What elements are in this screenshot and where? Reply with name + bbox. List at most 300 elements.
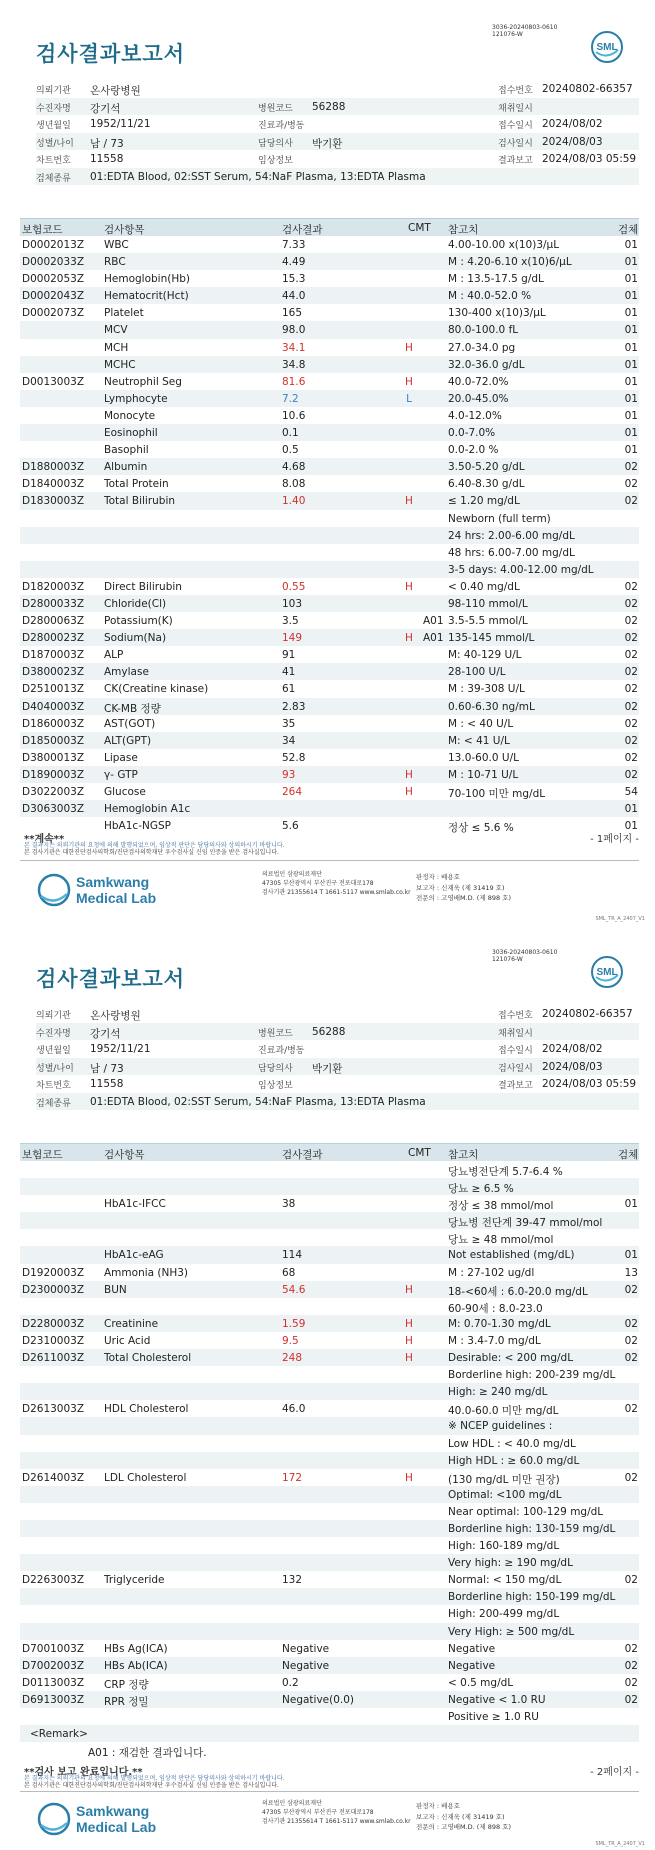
reference-range: 24 hrs: 2.00-6.00 mg/dL [448, 529, 575, 542]
reference-range: M : 40.0-52.0 % [448, 290, 532, 303]
reference-range: 6.40-8.30 g/dL [448, 478, 525, 491]
samkwang-logo-icon [34, 1797, 80, 1843]
table-row [20, 1657, 639, 1674]
column-header-cmt: CMT [408, 1147, 431, 1159]
dept-label: 진료과/병동 [258, 1046, 305, 1056]
sex-age-label: 성별/나이 [36, 138, 74, 149]
report-date-label: 결과보고 [498, 156, 533, 166]
page-number: - 2페이지 - [590, 1767, 639, 1778]
brand-line: Medical Lab [76, 1819, 157, 1835]
remark-title: <Remark> [30, 1728, 88, 1740]
table-row [20, 1264, 639, 1281]
table-header [20, 218, 639, 236]
result-flag: H [405, 632, 413, 645]
test-result: 41 [282, 666, 296, 679]
test-code: D2310003Z [22, 1334, 85, 1347]
test-code: D2280003Z [22, 1317, 85, 1330]
reference-range: 20.0-45.0% [448, 392, 509, 405]
specimen-code: 01 [624, 392, 638, 405]
column-header-reference: 참고치 [448, 224, 479, 236]
specimen-code: 02 [624, 1676, 638, 1689]
table-row [20, 749, 639, 766]
remark-body [20, 1742, 639, 1759]
report-page-2 [0, 925, 655, 1850]
reference-range: ※ NCEP guidelines : [448, 1420, 553, 1433]
test-name: Creatinine [104, 1317, 159, 1330]
notice-line: 본 결과지는 의뢰기관의 요청에 의해 발행되었으며, 임상적 판단은 담당의사와 상의하시기 바랍니다. [24, 1775, 285, 1782]
info-row [36, 1005, 639, 1023]
result-flag: L [406, 392, 412, 405]
test-code: D6913003Z [22, 1693, 85, 1706]
specimen-code: 02 [624, 768, 638, 781]
info-row [36, 115, 639, 133]
table-row [20, 527, 639, 544]
test-result: 0.5 [282, 444, 299, 457]
test-name: HbA1c-IFCC [104, 1198, 166, 1211]
reference-range: Very High: ≥ 500 mg/dL [448, 1625, 575, 1638]
specimen-code: 02 [624, 683, 638, 696]
test-name: Sodium(Na) [104, 632, 167, 645]
column-header-test: 검사항목 [104, 224, 145, 236]
test-code: D2800063Z [22, 615, 85, 628]
column-header-result: 검사결과 [282, 1149, 323, 1161]
test-name: ALP [104, 649, 124, 662]
test-name: HBs Ab(ICA) [104, 1659, 168, 1672]
remark-header [20, 1725, 639, 1742]
table-row [20, 1298, 639, 1315]
test-code: D2613003Z [22, 1403, 85, 1416]
receive-date-value: 2024/08/02 [542, 118, 603, 130]
test-name: HbA1c-eAG [104, 1249, 164, 1262]
notice-text [24, 842, 285, 856]
test-code: D1830003Z [22, 495, 85, 508]
table-row [20, 817, 639, 834]
table-row [20, 270, 639, 287]
test-result: Negative [282, 1642, 330, 1655]
test-result: 0.55 [282, 580, 306, 593]
table-row [20, 1315, 639, 1332]
test-result: 44.0 [282, 290, 306, 303]
patient-name-value: 강기석 [90, 1027, 121, 1040]
table-row [20, 1383, 639, 1400]
column-header-test: 검사항목 [104, 1149, 145, 1161]
result-flag: H [405, 1334, 413, 1347]
staff-line: 전문의 : 고영배M.D. (제 898 호) [416, 894, 511, 902]
report-date-value: 2024/08/03 05:59 [542, 153, 637, 165]
table-body [20, 1161, 639, 1725]
patient-name-label: 수진자명 [36, 1028, 71, 1039]
reference-range: 4.0-12.0% [448, 409, 502, 422]
table-row [20, 1674, 639, 1691]
chart-number-value: 11558 [90, 153, 124, 165]
table-row [20, 1161, 639, 1178]
specimen-code: 54 [624, 786, 638, 798]
test-code: D2300003Z [22, 1283, 85, 1296]
specimen-code: 02 [624, 1334, 638, 1347]
result-flag: H [405, 495, 413, 508]
table-row [20, 1691, 639, 1708]
institution-line: 47305 부산광역시 부산진구 전포대로178 [262, 880, 374, 887]
table-row [20, 1588, 639, 1605]
staff-line: 보고자 : 신재욱 (제 31419 호) [416, 883, 505, 892]
test-result: 114 [282, 1249, 303, 1262]
reference-range: 18-<60세 : 6.0-20.0 mg/dL [448, 1285, 588, 1298]
table-row [20, 1332, 639, 1349]
result-flag: H [405, 375, 413, 388]
reference-range: 정상 ≤ 5.6 % [448, 822, 514, 835]
sml-logo [590, 30, 624, 64]
notice-text [24, 1775, 285, 1789]
specimen-code: 02 [624, 1403, 638, 1416]
test-code: D1840003Z [22, 478, 85, 491]
collect-date-label: 채취일시 [498, 1028, 533, 1039]
specimen-code: 01 [624, 341, 638, 354]
patient-name-value: 강기석 [90, 102, 121, 115]
comment-code: A01 [423, 632, 444, 645]
hospital-value: 온사랑병원 [90, 1010, 141, 1022]
table-row [20, 1349, 639, 1366]
test-code: D7001003Z [22, 1642, 85, 1655]
reference-range: Negative < 1.0 RU [448, 1693, 546, 1706]
hospital-code-label: 병원코드 [258, 1028, 293, 1039]
table-row [20, 339, 639, 356]
reference-range: 48 hrs: 6.00-7.00 mg/dL [448, 546, 575, 559]
test-name: MCH [104, 341, 129, 354]
patient-info [36, 80, 639, 185]
hospital-code-value: 56288 [312, 1025, 346, 1038]
test-name: Hemoglobin(Hb) [104, 273, 191, 286]
test-name: MCV [104, 324, 128, 337]
result-flag: H [405, 1471, 413, 1484]
doctor-label: 담당의사 [258, 1063, 293, 1074]
table-row [20, 561, 639, 578]
test-name: Hemoglobin A1c [104, 803, 191, 816]
reference-range: 정상 ≤ 38 mmol/mol [448, 1200, 554, 1213]
table-header [20, 1143, 639, 1161]
test-result: 9.5 [282, 1334, 299, 1347]
table-row [20, 1605, 639, 1622]
test-code: D1850003Z [22, 734, 85, 747]
specimen-code: 02 [624, 1352, 638, 1365]
table-row [20, 1229, 639, 1246]
table-row [20, 612, 639, 629]
test-name: Amylase [104, 666, 149, 679]
staff-info [416, 872, 511, 904]
column-header-reference: 참고치 [448, 1149, 479, 1161]
reference-range: 4.00-10.00 x(10)3/μL [448, 239, 560, 251]
sex-age-value: 남 / 73 [90, 1062, 124, 1075]
test-code: D7002003Z [22, 1659, 85, 1672]
results-table [20, 1143, 639, 1725]
reference-range: 당뇨 ≥ 48 mmol/mol [448, 1234, 554, 1247]
table-row [20, 663, 639, 680]
reference-range: Low HDL : < 40.0 mg/dL [448, 1437, 576, 1450]
notice-line: 본 검사기관은 대한진단검사의학회/진단검사의학재단 우수검사실 신임 인증을 받은 검사실입니다. [24, 1782, 279, 1789]
results-table [20, 218, 639, 834]
reference-range: Positive ≥ 1.0 RU [448, 1711, 539, 1723]
reception-label: 접수번호 [498, 1011, 533, 1021]
reference-range: 40.0-72.0% [448, 375, 509, 388]
reference-range: 0.0-7.0% [448, 427, 496, 440]
reference-range: High: 200-499 mg/dL [448, 1608, 560, 1621]
column-header-specimen: 검체 [618, 1149, 639, 1161]
test-result: 4.68 [282, 461, 306, 474]
info-row [36, 1093, 639, 1111]
specimen-code: 02 [624, 615, 638, 628]
remark-text: A01 : 재검한 결과입니다. [88, 1747, 207, 1759]
specimen-code: 01 [624, 375, 638, 388]
report-date-value: 2024/08/03 05:59 [542, 1078, 637, 1090]
test-name: Ammonia (NH3) [104, 1266, 189, 1279]
test-code: D0002033Z [22, 256, 85, 269]
test-result: 91 [282, 649, 296, 662]
institution-line: 의료법인 삼광의료재단 [262, 871, 322, 878]
table-row [20, 390, 639, 407]
test-result: 1.59 [282, 1317, 306, 1330]
reference-range: Desirable: < 200 mg/dL [448, 1352, 574, 1365]
table-row [20, 698, 639, 715]
table-row [20, 544, 639, 561]
table-row [20, 458, 639, 475]
report-date-label: 결과보고 [498, 1081, 533, 1091]
test-name: AST(GOT) [104, 717, 156, 730]
table-row [20, 1435, 639, 1452]
receive-date-label: 접수일시 [498, 1046, 533, 1056]
test-result: 132 [282, 1574, 303, 1587]
table-row [20, 1469, 639, 1486]
test-code: D3063003Z [22, 803, 85, 816]
specimen-code: 02 [624, 1642, 638, 1655]
test-code: D1890003Z [22, 768, 85, 781]
footer-divider [20, 860, 639, 861]
table-row [20, 1503, 639, 1520]
table-row [20, 732, 639, 749]
specimen-type-value: 01:EDTA Blood, 02:SST Serum, 54:NaF Plasma, 13:EDTA Plasma [90, 1095, 426, 1108]
info-row [36, 168, 639, 186]
reference-range: M : < 40 U/L [448, 717, 514, 730]
institution-line: 의료법인 삼광의료재단 [262, 1800, 322, 1807]
receive-date-label: 접수일시 [498, 121, 533, 131]
continued-note: **계속** [24, 834, 65, 845]
test-result: 38 [282, 1198, 296, 1211]
test-name: Neutrophil Seg [104, 375, 182, 388]
test-code: D0002073Z [22, 307, 85, 320]
test-result: 10.6 [282, 409, 306, 422]
table-row [20, 1571, 639, 1588]
test-result: 98.0 [282, 324, 306, 337]
test-result: 34.1 [282, 341, 306, 354]
specimen-code: 02 [624, 478, 638, 491]
table-row [20, 1212, 639, 1229]
reference-range: Optimal: <100 mg/dL [448, 1488, 562, 1501]
test-result: 52.8 [282, 751, 306, 764]
test-name: HBs Ag(ICA) [104, 1642, 168, 1655]
test-name: Eosinophil [104, 427, 158, 440]
info-row [36, 80, 639, 98]
table-row [20, 287, 639, 304]
test-code: D0013003Z [22, 375, 85, 388]
test-code: D1880003Z [22, 461, 85, 474]
test-code: D0002053Z [22, 273, 85, 286]
table-row [20, 766, 639, 783]
test-result: 35 [282, 717, 296, 730]
institution-info [262, 870, 411, 897]
footer [34, 1797, 634, 1847]
reference-range: High: ≥ 240 mg/dL [448, 1386, 548, 1399]
reference-range: 40.0-60.0 미만 mg/dL [448, 1405, 559, 1418]
table-row [20, 510, 639, 527]
reference-range: (130 mg/dL 미만 권장) [448, 1473, 560, 1486]
document-code-line: 121076-W [492, 31, 523, 38]
table-row [20, 253, 639, 270]
table-row [20, 1452, 639, 1469]
test-result: 3.5 [282, 615, 299, 628]
reference-range: High: 160-189 mg/dL [448, 1540, 560, 1553]
patient-name-label: 수진자명 [36, 103, 71, 114]
specimen-code: 01 [624, 358, 638, 371]
reception-label: 접수번호 [498, 86, 533, 96]
comment-code: A01 [423, 615, 444, 628]
test-name: Uric Acid [104, 1334, 151, 1347]
specimen-code: 02 [624, 649, 638, 662]
birth-label: 생년월일 [36, 1046, 71, 1056]
specimen-code: 02 [624, 1659, 638, 1672]
test-name: RBC [104, 256, 126, 269]
reference-range: M : 27-102 ug/dl [448, 1266, 535, 1279]
test-result: 4.49 [282, 256, 306, 269]
table-row [20, 1178, 639, 1195]
brand-line: Samkwang [76, 1803, 150, 1819]
hospital-code-value: 56288 [312, 100, 346, 113]
reference-range: Negative [448, 1659, 496, 1672]
chart-number-value: 11558 [90, 1078, 124, 1090]
reference-range: M : 4.20-6.10 x(10)6/μL [448, 256, 572, 269]
notice-line: 본 결과지는 의뢰기관의 요청에 의해 발행되었으며, 임상적 판단은 담당의사와 상의하시기 바랍니다. [24, 842, 285, 849]
info-row [36, 1040, 639, 1058]
institution-line: 검사기관 21355614 T 1661-5117 www.smlab.co.kr [262, 889, 411, 896]
logo-text: SML [596, 967, 618, 978]
test-name: Basophil [104, 444, 149, 457]
reference-range: 3.50-5.20 g/dL [448, 461, 525, 474]
table-row [20, 1486, 639, 1503]
info-row [36, 98, 639, 116]
reference-range: M: < 41 U/L [448, 734, 510, 747]
test-code: D3022003Z [22, 786, 85, 798]
table-row [20, 629, 639, 646]
test-result: 46.0 [282, 1403, 306, 1416]
hospital-label: 의뢰기관 [36, 1011, 71, 1021]
result-flag: H [405, 1283, 413, 1296]
dept-label: 진료과/병동 [258, 121, 305, 131]
test-result: 7.2 [282, 392, 299, 405]
test-result: 0.2 [282, 1676, 299, 1689]
test-name: Triglyceride [104, 1574, 165, 1587]
reference-range: Very high: ≥ 190 mg/dL [448, 1557, 573, 1570]
specimen-code: 01 [624, 803, 638, 816]
info-row [36, 1023, 639, 1041]
table-row [20, 1195, 639, 1212]
test-name: Monocyte [104, 409, 156, 422]
specimen-code: 02 [624, 700, 638, 713]
specimen-type-label: 검체종류 [36, 1098, 71, 1109]
test-result: 34 [282, 734, 296, 747]
table-row [20, 800, 639, 817]
info-row [36, 1075, 639, 1093]
reference-range: M : 10-71 U/L [448, 768, 519, 781]
hospital-value: 온사랑병원 [90, 85, 141, 97]
test-code: D2510013Z [22, 683, 85, 696]
collect-date-label: 채취일시 [498, 103, 533, 114]
test-code: D2611003Z [22, 1352, 85, 1365]
birth-label: 생년월일 [36, 121, 71, 131]
reference-range: Newborn (full term) [448, 512, 551, 525]
specimen-code: 01 [624, 427, 638, 440]
reference-range: 당뇨병전단계 5.7-6.4 % [448, 1166, 563, 1178]
column-header-specimen: 검체 [618, 224, 639, 236]
test-name: LDL Cholesterol [104, 1471, 187, 1484]
reference-range: Borderline high: 150-199 mg/dL [448, 1591, 616, 1604]
test-code: D3800023Z [22, 666, 85, 679]
reference-range: Normal: < 150 mg/dL [448, 1574, 562, 1587]
institution-line: 검사기관 21355614 T 1661-5117 www.smlab.co.kr [262, 1818, 411, 1825]
table-row [20, 407, 639, 424]
reference-range: 28-100 U/L [448, 666, 506, 679]
table-row [20, 492, 639, 509]
test-code: D0002013Z [22, 239, 85, 251]
reference-range: < 0.40 mg/dL [448, 580, 520, 593]
info-row [36, 1058, 639, 1076]
reference-range: 3.5-5.5 mmol/L [448, 615, 528, 628]
specimen-code: 01 [624, 1198, 638, 1211]
specimen-code: 01 [624, 1249, 638, 1262]
reference-range: < 0.5 mg/dL [448, 1676, 514, 1689]
logo-text: SML [596, 42, 618, 53]
document-code-line: 3036-20240803-0610 [492, 949, 558, 956]
test-name: MCHC [104, 358, 136, 371]
table-row [20, 304, 639, 321]
specimen-code: 01 [624, 307, 638, 320]
staff-line: 보고자 : 신재욱 (제 31419 호) [416, 1812, 505, 1821]
form-version: SML_TR_A_2407_V1 [595, 1841, 645, 1847]
test-name: Total Cholesterol [104, 1352, 192, 1365]
reception-value: 20240802-66357 [542, 83, 633, 95]
test-result: 165 [282, 307, 303, 320]
test-date-label: 검사일시 [498, 1063, 533, 1074]
test-name: Lymphocyte [104, 392, 168, 405]
test-name: Potassium(K) [104, 615, 173, 628]
test-code: D1860003Z [22, 717, 85, 730]
test-name: CRP 정량 [104, 1678, 149, 1691]
test-result: 1.40 [282, 495, 306, 508]
remarks-section [20, 1725, 639, 1759]
reference-range: High HDL : ≥ 60.0 mg/dL [448, 1454, 580, 1467]
specimen-code: 02 [624, 580, 638, 593]
report-complete-note: **검사 보고 완료입니다.** [24, 1767, 143, 1778]
table-row [20, 1520, 639, 1537]
test-code: D0113003Z [22, 1676, 85, 1689]
specimen-code: 02 [624, 1317, 638, 1330]
form-version: SML_TR_A_2407_V1 [595, 916, 645, 922]
test-result: 264 [282, 786, 303, 798]
doctor-value: 박기환 [312, 1062, 343, 1075]
result-flag: H [405, 768, 413, 781]
test-result: 61 [282, 683, 296, 696]
table-row [20, 424, 639, 441]
document-code-line: 3036-20240803-0610 [492, 24, 558, 31]
institution-info [262, 1799, 411, 1826]
brand-name [76, 874, 156, 906]
specimen-code: 02 [624, 597, 638, 610]
